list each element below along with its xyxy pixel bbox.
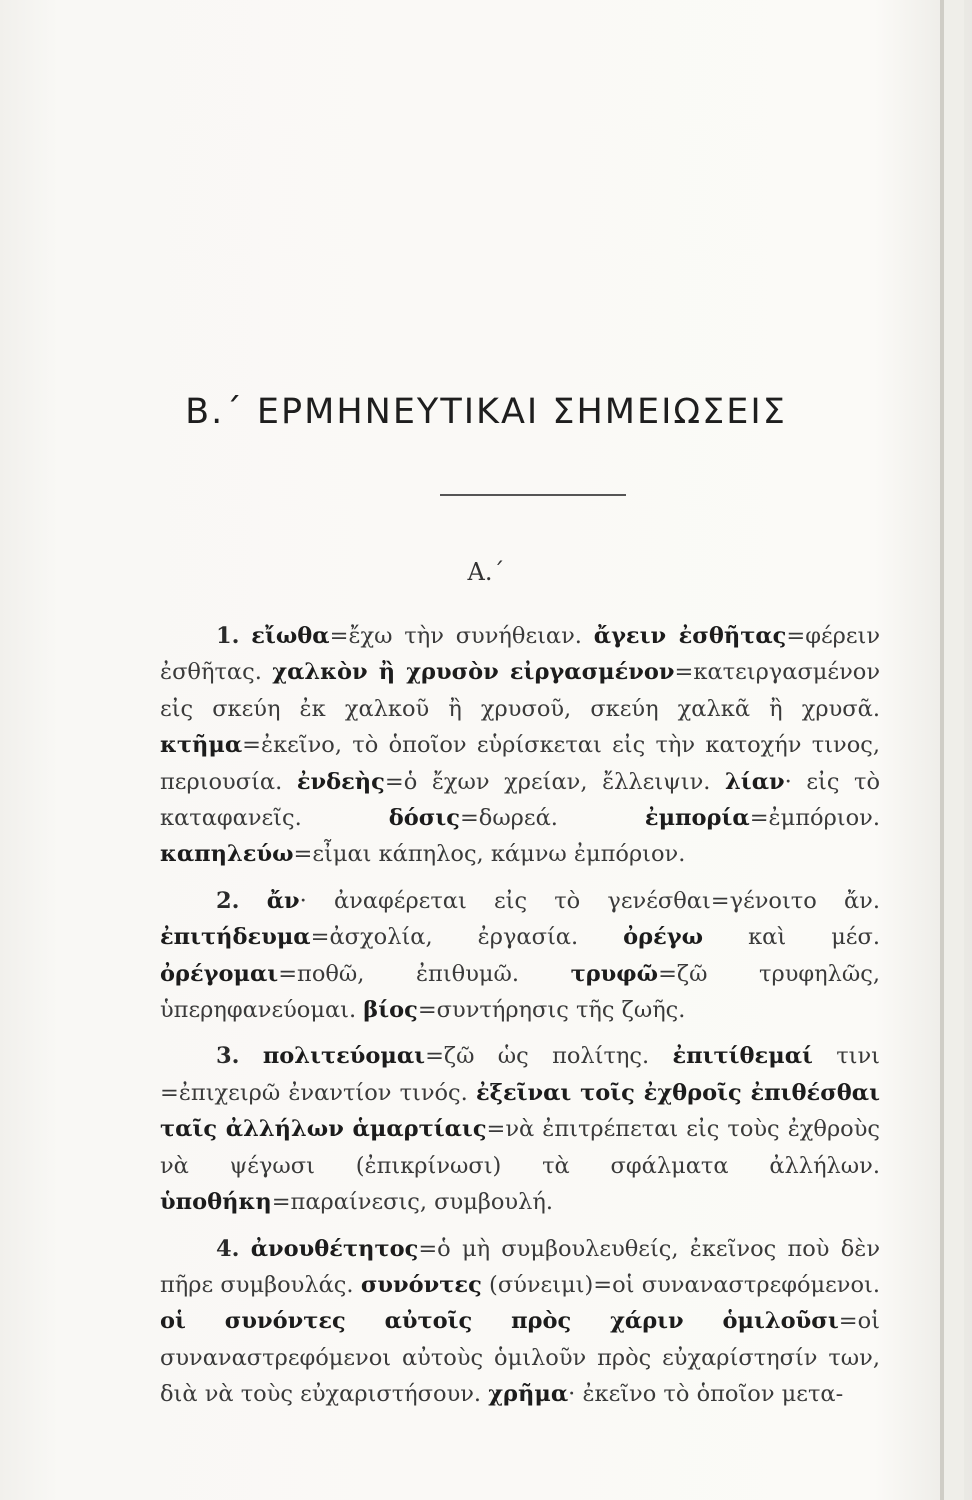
keyword: ὑποθήκη (160, 1189, 272, 1216)
note-text: =ζῶ τρυφηλῶς, ὑπερηφανεύομαι. (160, 960, 880, 1024)
note-text: =ἀσχολία, ἐργασία. (310, 924, 624, 951)
keyword: εἴωθα (251, 623, 330, 649)
note-number: 1. (216, 623, 240, 649)
note-text: =παραίνεσις, συμβουλή. (271, 1189, 553, 1216)
note-text: =ἐμπόριον. (749, 805, 880, 832)
page-edge-shadow (944, 0, 964, 1500)
note-text: =ποθῶ, ἐπιθυμῶ. (278, 960, 571, 987)
note-text: =ἐκεῖνο, τὸ ὁποῖον εὑρίσκεται εἰς τὴν κατοχήν τινος, περιουσία. (160, 732, 880, 795)
keyword: χαλκὸν ἢ χρυσὸν εἰργασμένον (272, 659, 675, 686)
keyword: δόσις (388, 805, 460, 832)
page-edge-line (940, 0, 944, 1500)
keyword: ὀρέγομαι (160, 960, 279, 987)
note-text: =κατειργασμένον εἰς σκεύη ἐκ χαλκοῦ ἢ χρυσοῦ, σκεύη χαλκᾶ ἢ χρυσᾶ. (160, 659, 880, 722)
note-text (240, 888, 267, 914)
notes-body (160, 618, 880, 1423)
keyword: ἐπιτήδευμα (160, 924, 311, 951)
note-text: =ὁ μὴ συμβουλευθείς, ἐκεῖνος ποὺ δὲν πῆρε συμβουλάς. (160, 1235, 880, 1298)
note-text: · ἀναφέρεται εἰς τὸ γενέσθαι=γένοιτο ἄν. (299, 887, 880, 914)
note-text: · ἐκεῖνο τὸ ὁποῖον μετα- (568, 1381, 844, 1408)
note-number: 2. (216, 887, 240, 914)
note-text (240, 1236, 251, 1262)
keyword: ἐμπορία (644, 805, 750, 832)
keyword: ἄγειν ἐσθῆτας (593, 623, 787, 649)
note-text: =δωρεά. (459, 805, 645, 832)
keyword: συνόντες (360, 1271, 482, 1298)
keyword: ἐπιτίθεμαί (672, 1043, 813, 1070)
note-text: =ζῶ ὡς πολίτης. (425, 1043, 673, 1070)
note-text: (σύνειμι)=οἱ συναναστρεφόμενοι. (481, 1271, 881, 1298)
note-text: =οἱ συναναστρεφόμενοι αὐτοὺς ὁμιλοῦν πρὸς εὐχαρίστησίν των, διὰ νὰ τοὺς εὐχαριστήσουν. (160, 1308, 880, 1408)
keyword: ἁμαρτίαις (343, 1116, 487, 1143)
note-text: · εἰς τὸ καταφανεῖς. (160, 768, 880, 832)
note-text: =φέρειν ἐσθῆτας. (160, 623, 881, 686)
note-paragraph-2 (160, 883, 880, 1029)
keyword: κτῆμα (160, 732, 243, 759)
keyword: οἱ συνόντες αὐτοῖς πρὸς χάριν ὁμιλοῦσι (160, 1308, 839, 1335)
keyword: καπηλεύω (160, 841, 294, 868)
note-text: =ὁ ἔχων χρείαν, ἔλλειψιν. (384, 768, 726, 795)
note-text (240, 1043, 263, 1069)
note-text: τινι =ἐπιχειρῶ ἐναντίον τινός. (160, 1043, 880, 1106)
subsection-label: Α.΄ (467, 558, 505, 586)
note-number: 4. (216, 1235, 240, 1262)
heading-divider (440, 494, 626, 496)
note-paragraph-1 (160, 618, 880, 873)
note-text: καὶ μέσ. (703, 924, 880, 951)
keyword: ἄν (266, 887, 300, 914)
section-heading: Β.΄ ΕΡΜΗΝΕΥΤΙΚΑΙ ΣΗΜΕΙΩΣΕΙΣ (185, 392, 787, 432)
note-text: =εἶμαι κάπηλος, κάμνω ἐμπόριον. (293, 841, 686, 868)
note-text: =συντήρησις τῆς ζωῆς. (417, 997, 686, 1024)
note-number: 3. (216, 1043, 240, 1070)
note-paragraph-3 (160, 1038, 880, 1220)
keyword: ἐξεῖναι τοῖς ἐχθροῖς ἐπιθέσθαι ταῖς ἀλλήλων (160, 1079, 880, 1143)
note-paragraph-4 (160, 1231, 880, 1413)
keyword: τρυφῶ (570, 960, 659, 987)
keyword: ἐνδεὴς (296, 768, 385, 795)
keyword: βίος (363, 997, 418, 1024)
keyword: ὀρέγω (623, 924, 704, 951)
keyword: πολιτεύομαι (262, 1043, 426, 1070)
note-text (240, 623, 252, 649)
keyword: λίαν (725, 768, 785, 795)
note-text: =ἔχω τὴν συνήθειαν. (329, 623, 594, 649)
keyword: ἀνουθέτητος (250, 1235, 419, 1262)
note-text: =νὰ ἐπιτρέπεται εἰς τοὺς ἐχθροὺς νὰ ψέγωσι (ἐπικρίνωσι) τὰ σφάλματα ἀλλήλων. (160, 1116, 880, 1179)
keyword: χρῆμα (488, 1381, 569, 1408)
